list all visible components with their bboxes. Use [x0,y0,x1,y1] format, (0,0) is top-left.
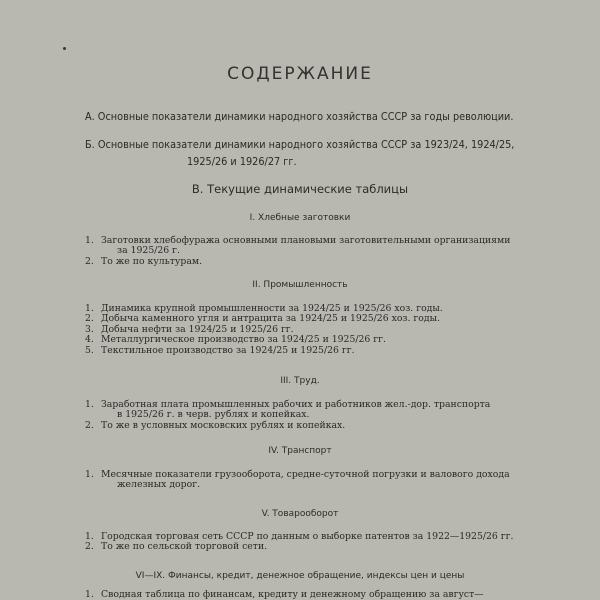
item-number: 3. [85,323,94,335]
item-number: 2. [85,419,94,431]
item-number: 1. [85,531,94,542]
group-heading-6: VI—IX. Финансы, кредит, денежное обращение, индексы цен и цены [135,571,465,581]
entry-a [85,108,555,125]
group-heading-3: III. Труд. [280,376,320,386]
item-number: 5. [85,344,94,356]
list-item [85,590,555,600]
group-list-1 [85,236,555,267]
item-number: 2. [85,313,94,325]
item-text-cont: в 1925/26 г. в черв. рублях и копейках. [117,409,310,421]
item-number: 4. [85,334,94,346]
item-number: 1. [85,589,94,600]
group-heading-2: II. Промышленность [252,280,348,290]
list-item [85,542,555,552]
entry-a-text: А. Основные показатели динамики народного хозяйства СССР за годы революции. [85,110,514,123]
item-text: Заработная плата промышленных рабочих и работников жел.-дор. транспорта [101,399,491,410]
group-heading-5: V. Товарооборот [261,509,339,519]
entry-b-line2: 1925/26 и 1926/27 гг. [187,155,297,168]
item-text: Месячные показатели грузооборота, средне-суточной погрузки и валового дохода [101,469,510,480]
list-item [85,346,555,356]
entry-b [85,136,555,170]
item-text: То же в условных московских рублях и копейках. [101,419,346,431]
list-item [85,400,555,421]
item-text: Динамика крупной промышленности за 1924/25 и 1925/26 хоз. годы. [101,303,443,314]
list-item [85,421,555,431]
section-v-heading: В. Текущие динамические таблицы [191,182,409,196]
group-heading-1: I. Хлебные заготовки [249,213,351,223]
group-heading-4: IV. Транспорт [268,446,332,456]
item-text: Металлургическое производство за 1924/25 и 1925/26 гг. [101,334,387,346]
group-list-5 [85,532,555,553]
item-number: 1. [85,469,94,480]
item-text-cont: за 1925/26 г. [117,245,180,257]
group-list-6 [85,590,555,600]
item-number: 1. [85,303,94,314]
item-number: 1. [85,399,94,410]
ink-dot [63,47,66,50]
group-list-2 [85,304,555,356]
item-text: То же по сельской торговой сети. [101,541,268,553]
item-number: 2. [85,541,94,553]
list-item [85,470,555,491]
item-text: Заготовки хлебофуража основными плановыми заготовительными организациями [101,235,511,246]
item-text: Добыча нефти за 1924/25 и 1925/26 гг. [101,323,294,335]
group-list-3 [85,400,555,431]
group-list-4 [85,470,555,491]
item-number: 2. [85,255,94,267]
list-item [85,236,555,257]
item-text: Текстильное производство за 1924/25 и 1925/26 гг. [101,344,355,356]
entry-b-line1: Б. Основные показатели динамики народного хозяйства СССР за 1923/24, 1924/25, [85,138,515,151]
item-text: Городская торговая сеть СССР по данным о выборке патентов за 1922—1925/26 гг. [101,531,514,542]
item-text-cont: железных дорог. [117,479,201,491]
item-text: Сводная таблица по финансам, кредиту и денежному обращению за август— [101,589,484,600]
list-item [85,257,555,267]
page-title: СОДЕРЖАНИЕ [227,64,373,84]
item-text: То же по культурам. [101,255,203,267]
item-number: 1. [85,235,94,246]
item-text: Добыча каменного угля и антрацита за 1924/25 и 1925/26 хоз. годы. [101,313,440,325]
